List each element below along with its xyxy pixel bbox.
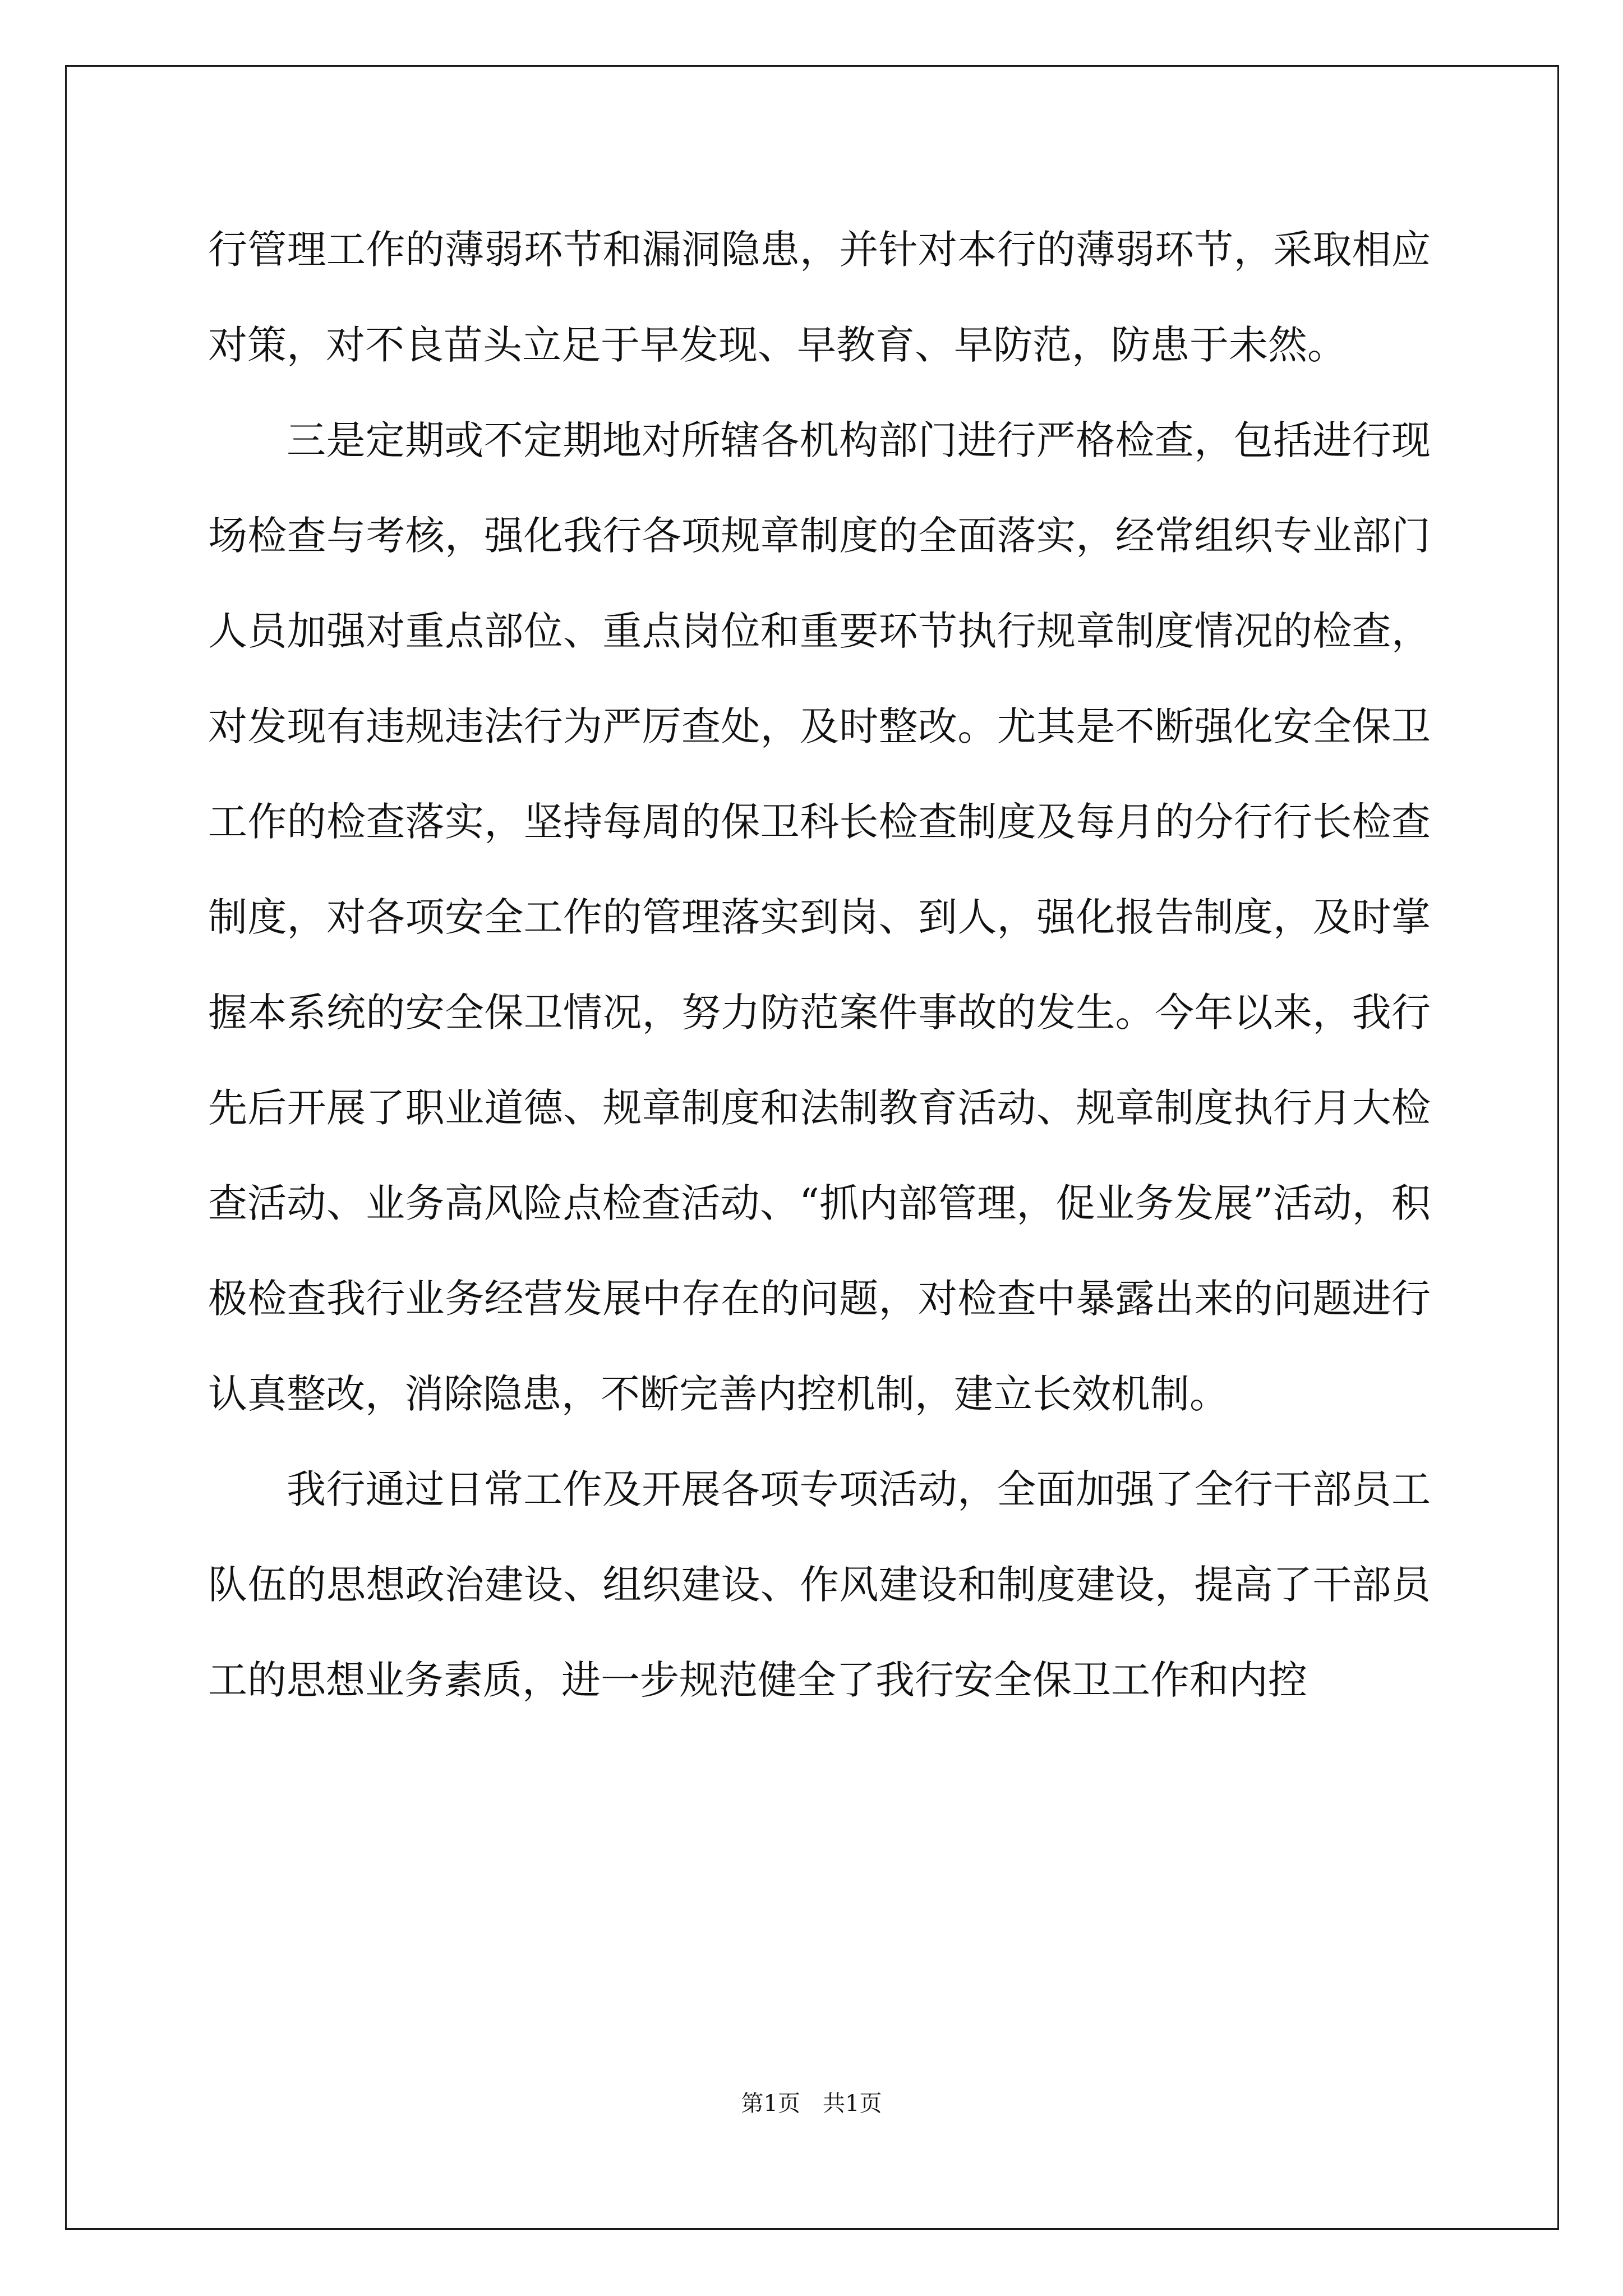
body-text bbox=[208, 202, 1431, 1728]
paragraph-2: 三是定期或不定期地对所辖各机构部门进行严格检查，包括进行现场检查与考核，强化我行各项规章制度的全面落实，经常组织专业部门人员加强对重点部位、重点岗位和重要环节执行规章制度情况的检查，对发现有违规违法行为严厉查处，及时整改。尤其是不断强化安全保卫工作的检查落实，坚持每周的保卫科长检查制度及每月的分行行长检查制度，对各项安全工作的管理落实到岗、到人，强化报告制度，及时掌握本系统的安全保卫情况，努力防范案件事故的发生。今年以来，我行先后开展了职业道德、规章制度和法制教育活动、规章制度执行月大检查活动、业务高风险点检查活动、“抓内部管理，促业务发展”活动，积极检查我行业务经营发展中存在的问题，对检查中暴露出来的问题进行认真整改，消除隐患，不断完善内控机制，建立长效机制。 bbox=[208, 417, 1431, 1417]
paragraph-3: 我行通过日常工作及开展各项专项活动，全面加强了全行干部员工队伍的思想政治建设、组织建设、作风建设和制度建设，提高了干部员工的思想业务素质，进一步规范健全了我行安全保卫工作和内控 bbox=[208, 1466, 1431, 1703]
paragraph-1: 行管理工作的薄弱环节和漏洞隐患，并针对本行的薄弱环节，采取相应对策，对不良苗头立足于早发现、早教育、早防范，防患于未然。 bbox=[208, 227, 1431, 368]
page-footer: 第1页 共1页 bbox=[741, 2091, 882, 2116]
